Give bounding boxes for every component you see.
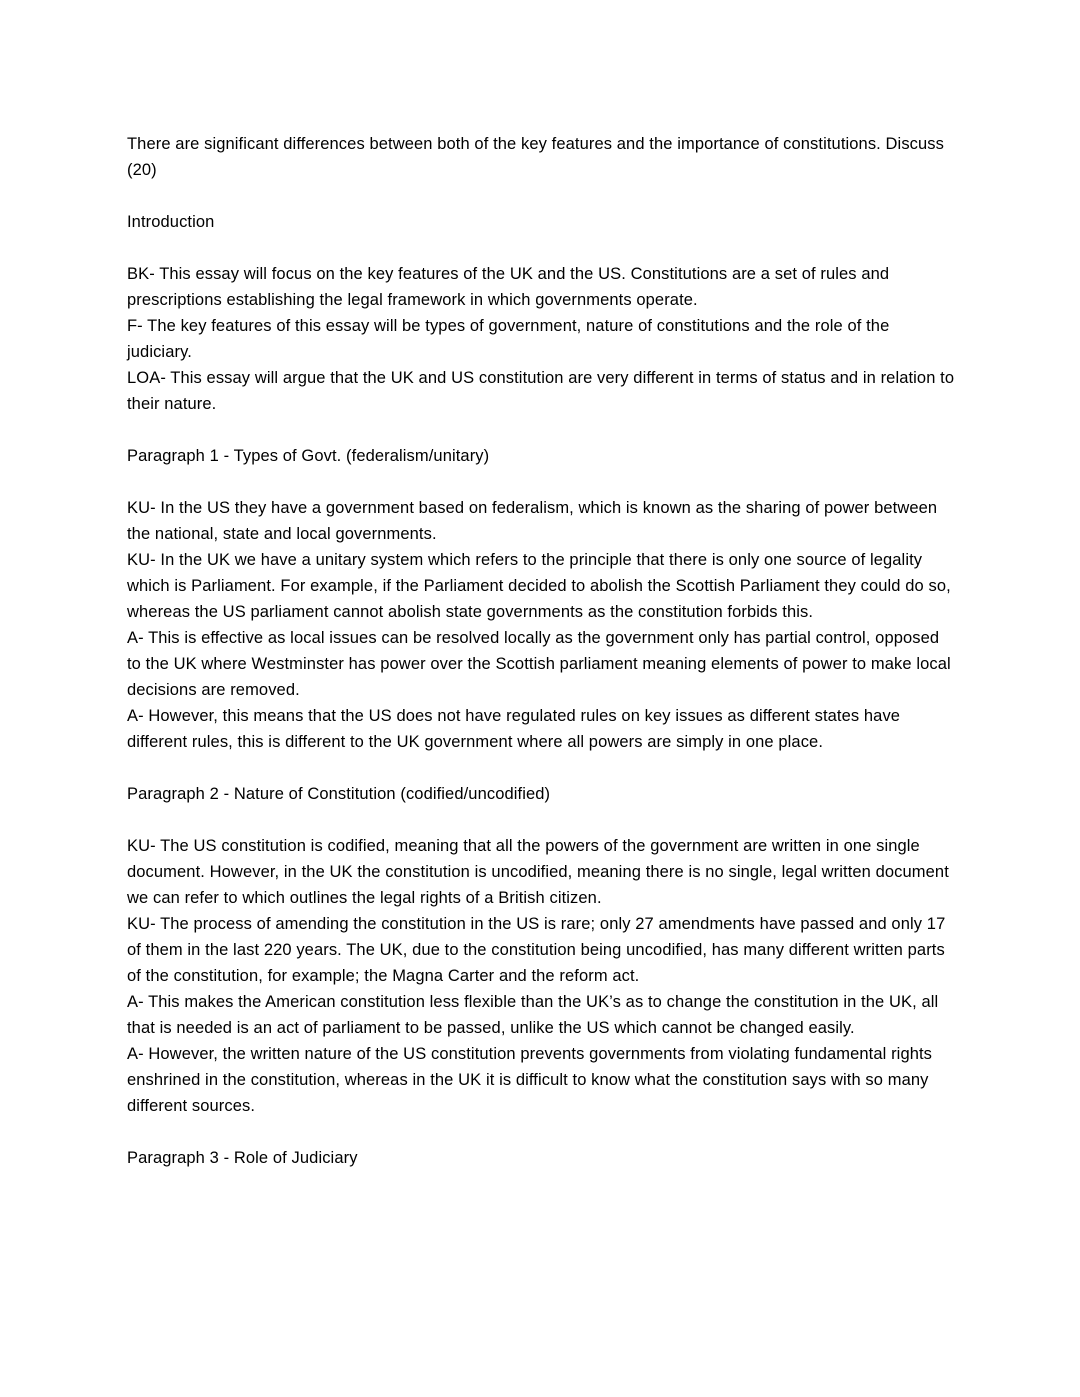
heading-paragraph-1: Paragraph 1 - Types of Govt. (federalism/unitary) bbox=[127, 447, 490, 465]
para-ku-federalism: KU- In the US they have a government based on federalism, which is known as the sharing of power between the national, state and local governments. bbox=[127, 499, 938, 543]
document-body bbox=[127, 131, 955, 1171]
heading-introduction: Introduction bbox=[127, 213, 215, 231]
para-a-however-written: A- However, the written nature of the US constitution prevents governments from violating fundamental rights enshrined in the constitution, whereas in the UK it is difficult to know what the constitution says with so many different sources. bbox=[127, 1045, 933, 1115]
heading-paragraph-3: Paragraph 3 - Role of Judiciary bbox=[127, 1149, 358, 1167]
essay-question: There are significant differences between both of the key features and the importance of constitutions. Discuss (20) bbox=[127, 135, 944, 179]
para-f: F- The key features of this essay will be types of government, nature of constitutions and the role of the judiciary. bbox=[127, 317, 890, 361]
para-bk: BK- This essay will focus on the key features of the UK and the US. Constitutions are a set of rules and prescriptions establishing the legal framework in which governments operate. bbox=[127, 265, 890, 309]
heading-paragraph-2: Paragraph 2 - Nature of Constitution (codified/uncodified) bbox=[127, 785, 551, 803]
para-a-flexible: A- This makes the American constitution less flexible than the UK’s as to change the constitution in the UK, all that is needed is an act of parliament to be passed, unlike the US which cannot be changed easily. bbox=[127, 993, 939, 1037]
para-ku-amending: KU- The process of amending the constitution in the US is rare; only 27 amendments have passed and only 17 of them in the last 220 years. The UK, due to the constitution being uncodified, has many different written parts of the constitution, for example; the Magna Carter and the reform act. bbox=[127, 915, 946, 985]
para-ku-codified: KU- The US constitution is codified, meaning that all the powers of the government are written in one single document. However, in the UK the constitution is uncodified, meaning there is no single, legal written document we can refer to which outlines the legal rights of a British citizen. bbox=[127, 837, 949, 907]
para-loa: LOA- This essay will argue that the UK and US constitution are very different in terms of status and in relation to their nature. bbox=[127, 369, 955, 413]
para-a-however-us: A- However, this means that the US does not have regulated rules on key issues as different states have different rules, this is different to the UK government where all powers are simply in one place. bbox=[127, 707, 901, 751]
para-ku-unitary: KU- In the UK we have a unitary system which refers to the principle that there is only one source of legality which is Parliament. For example, if the Parliament decided to abolish the Scottish Parliament they could do so, whereas the US parliament cannot abolish state governments as the constitution forbids this. bbox=[127, 551, 951, 621]
para-a-effective: A- This is effective as local issues can be resolved locally as the government only has partial control, opposed to the UK where Westminster has power over the Scottish parliament meaning elements of power to make local decisions are removed. bbox=[127, 629, 951, 699]
